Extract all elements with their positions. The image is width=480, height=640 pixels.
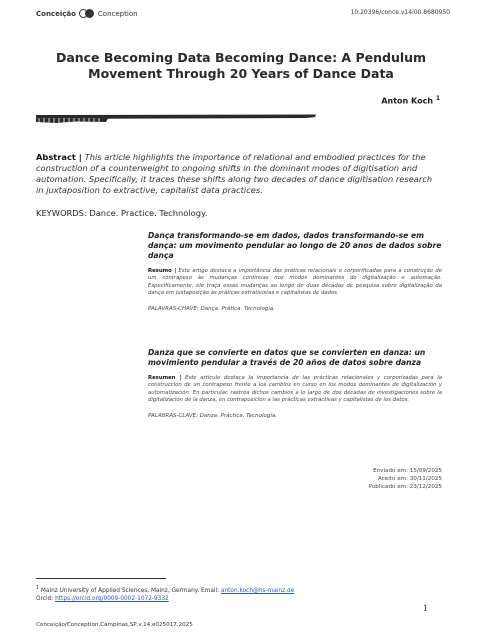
page-number: 1 — [422, 604, 428, 613]
publication-dates — [368, 468, 442, 491]
es-abstract — [148, 375, 442, 404]
footnote — [36, 585, 294, 603]
email-link[interactable]: anton.koch@hs-mainz.de — [220, 587, 295, 594]
footnote-orcid-line — [36, 595, 294, 603]
footnote-mark: 1 — [36, 586, 40, 591]
pt-abstract-separator: | — [171, 268, 179, 274]
footnote-divider — [36, 578, 166, 579]
date-sent: Enviado em: 15/09/2025 — [373, 468, 442, 474]
author-name — [381, 95, 440, 106]
abstract-text: This article highlights the importance of relational and embodied practices for the construction of a counterweight to ongoing shifts in the dominant modes of digitisation and automation. Specifically, it traces these shifts along two decades of dance digitisation research in juxtaposition to extractive, capitalist data practices. — [36, 152, 433, 195]
pt-keywords: PALAVRAS-CHAVE: Dança. Prática. Tecnologia. — [148, 306, 275, 313]
doi[interactable]: 10.20396/conce.v14i00.8680950 — [350, 9, 450, 16]
orcid-label: Orcid: — [36, 595, 56, 602]
abstract-separator: | — [75, 152, 85, 162]
es-abstract-label: Resumen — [148, 375, 176, 381]
es-keywords: PALABRAS-CLAVE: Danza. Práctica. Tecnología. — [148, 413, 278, 420]
author-text: Anton Koch — [381, 96, 434, 106]
brand-name-en: Conception — [97, 9, 138, 18]
author-footnote-mark: 1 — [435, 95, 440, 102]
pt-title: Dança transformando-se em dados, dados transformando-se em dança: um movimento pendular ao longo de 20 anos de dados sobre dança — [148, 231, 442, 260]
date-published: Publicado em: 23/12/2025 — [368, 483, 442, 490]
journal-logo-icon — [79, 9, 95, 18]
pt-abstract-label: Resumo — [148, 268, 172, 274]
footnote-affiliation: Mainz University of Applied Sciences, Mainz, Germany. Email: — [39, 587, 221, 594]
pt-abstract-text: Este artigo destaca a importância das práticas relacionais e corporificadas para a construção de um contrapeso às mudanças contínuas nos modos dominantes de digitalização e automação. Especificamente, ele traça essas mudanças ao longo de duas décadas de pesquisa sobre digitalização da dança em justaposição às práticas extrativistas e capitalistas de dados. — [148, 268, 442, 296]
es-abstract-text: Este artículo destaca la importancia de las prácticas relacionales y corporizadas para la construcción de un contrapeso frente a los cambios en curso en los modos dominantes de digitalización y automatización. En particular, rastrea dichos cambios a lo largo de dos décadas de investigaciones sobre la digitalización de la danza, en contraposición a las prácticas extractivas y capitalistas de los datos. — [148, 375, 442, 403]
pt-abstract — [148, 268, 442, 297]
page-footer: Conceição/Conception,Campinas,SP,v.14,e025017,2025 — [36, 622, 193, 628]
keywords: KEYWORDS: Dance. Practice. Technology. — [36, 208, 208, 218]
journal-brand — [36, 9, 138, 18]
abstract — [36, 152, 442, 196]
pt-block — [148, 231, 442, 312]
decorative-brush-stroke — [36, 113, 316, 123]
date-accepted: Aceito em: 30/11/2025 — [378, 475, 442, 482]
es-abstract-separator: | — [175, 375, 186, 381]
es-block — [148, 348, 442, 419]
orcid-link[interactable]: https://orcid.org/0009-0002-1072-9332 — [55, 595, 169, 602]
abstract-label: Abstract — [36, 152, 76, 162]
footnote-affiliation-line — [36, 585, 294, 595]
brand-name-pt: Conceição — [36, 9, 76, 18]
es-title: Danza que se convierte en datos que se convierten en danza: un movimiento pendular a través de 20 años de datos sobre danza — [148, 348, 426, 367]
paper-title: Dance Becoming Data Becoming Dance: A Pendulum Movement Through 20 Years of Dance Data — [55, 50, 427, 81]
